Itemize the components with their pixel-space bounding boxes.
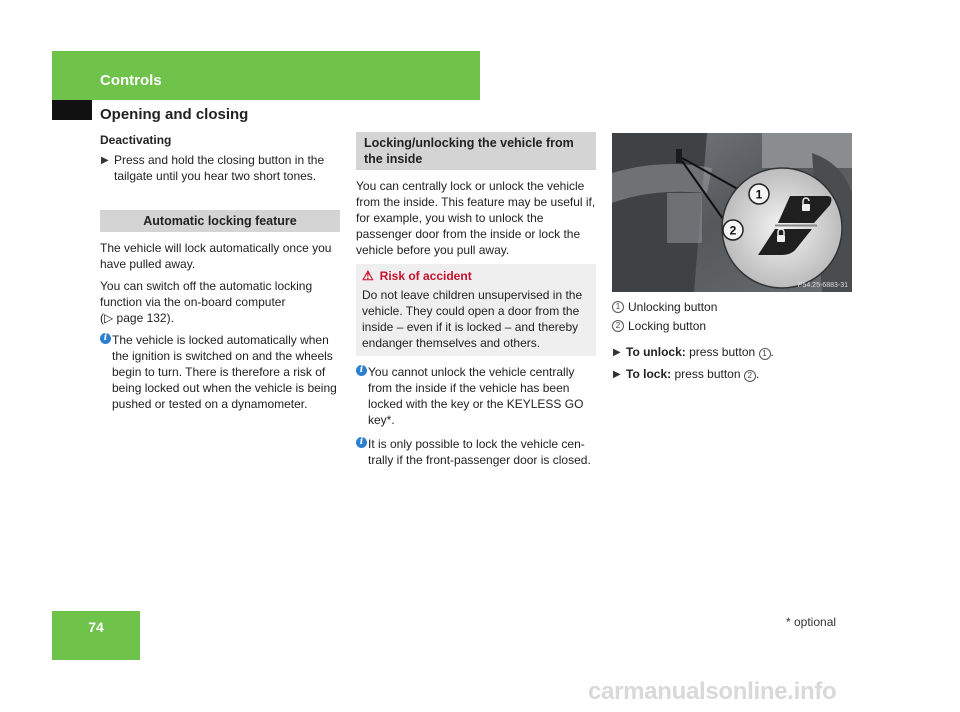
warning-triangle-icon: ⚠ (362, 268, 374, 283)
inside-lock-heading: Locking/unlocking the vehicle from the inside (356, 132, 596, 170)
page-subtitle: Opening and closing (100, 106, 249, 123)
lock-number: 2 (744, 370, 756, 382)
legend-number: 2 (612, 320, 624, 332)
lock-label: To lock: (626, 367, 672, 381)
auto-lock-note-text: The vehicle is locked automatically when the ignition is switched on and the wheels begin to turn. There is therefore a risk of being locked out when the vehicle is being pushed or tested on a dynamometer. (112, 333, 337, 411)
optional-footnote: * optional (786, 615, 837, 629)
auto-lock-paragraph-1: The vehicle will lock automatically once you have pulled away. (100, 241, 332, 271)
unlock-number: 1 (759, 348, 771, 360)
deactivating-heading: Deactivating (100, 133, 172, 147)
auto-lock-note (100, 332, 340, 412)
legend-label: Locking button (628, 319, 707, 333)
inside-lock-intro: You can centrally lock or unlock the vehicle from the inside. This feature may be useful if, for example, you wish to unlock the passenger door from the inside or lock the vehicle before you pull away. (356, 179, 596, 257)
warning-title (362, 268, 590, 284)
warning-title-text: Risk of accident (379, 269, 472, 283)
deactivating-step (100, 152, 340, 184)
info-icon: i (356, 365, 367, 376)
arrow-icon: ▶ (613, 369, 621, 380)
warning-box (356, 264, 596, 356)
page-number: 74 (88, 619, 104, 635)
column-middle (356, 132, 596, 476)
photo-code: P54.25-6883-31 (797, 282, 848, 289)
auto-lock-paragraph-2: You can switch off the automatic locking function via the on-board computer (100, 279, 313, 309)
legend-item (612, 318, 852, 334)
inside-lock-note-2-text: It is only possible to lock the vehicle cen-trally if the front-passenger door is closed. (368, 437, 591, 467)
warning-text: Do not leave children unsupervised in the vehicle. They could open a door from the inside – even if it is locked – and thereby endanger themselves and others. (362, 288, 583, 350)
watermark: carmanualsonline.info (588, 678, 837, 705)
info-icon: i (100, 333, 111, 344)
page-reference-link[interactable]: (▷ page 132). (100, 311, 174, 325)
info-icon: i (356, 437, 367, 448)
arrow-icon: ▶ (101, 155, 109, 166)
unlock-step: ▶ To unlock: press button 1 . (613, 345, 774, 359)
callout-2: 2 (729, 223, 737, 238)
arrow-icon: ▶ (613, 347, 621, 358)
callout-1: 1 (755, 187, 763, 202)
column-right (612, 299, 852, 388)
inside-lock-note-2 (356, 436, 596, 468)
unlock-text: press button (689, 345, 756, 359)
legend-label: Unlocking button (628, 300, 718, 314)
inside-lock-note-1 (356, 364, 596, 428)
lock-text: press button (674, 367, 741, 381)
auto-lock-heading: Automatic locking feature (100, 210, 340, 232)
legend-item (612, 299, 852, 315)
inside-lock-note-1-text: You cannot unlock the vehicle centrally from the inside if the vehicle has been locked with the key or the KEYLESS GO key*. (368, 365, 584, 427)
lock-step: ▶ To lock: press button 2 . (613, 367, 760, 381)
legend-number: 1 (612, 301, 624, 313)
section-title: Controls (100, 72, 162, 89)
unlock-label: To unlock: (626, 345, 686, 359)
header-tab-marker (52, 100, 92, 120)
column-left (100, 132, 340, 420)
door-lock-buttons-photo (612, 133, 852, 292)
deactivating-step-text: Press and hold the closing button in the tailgate until you hear two short tones. (114, 153, 325, 183)
photo-illustration (612, 133, 852, 292)
